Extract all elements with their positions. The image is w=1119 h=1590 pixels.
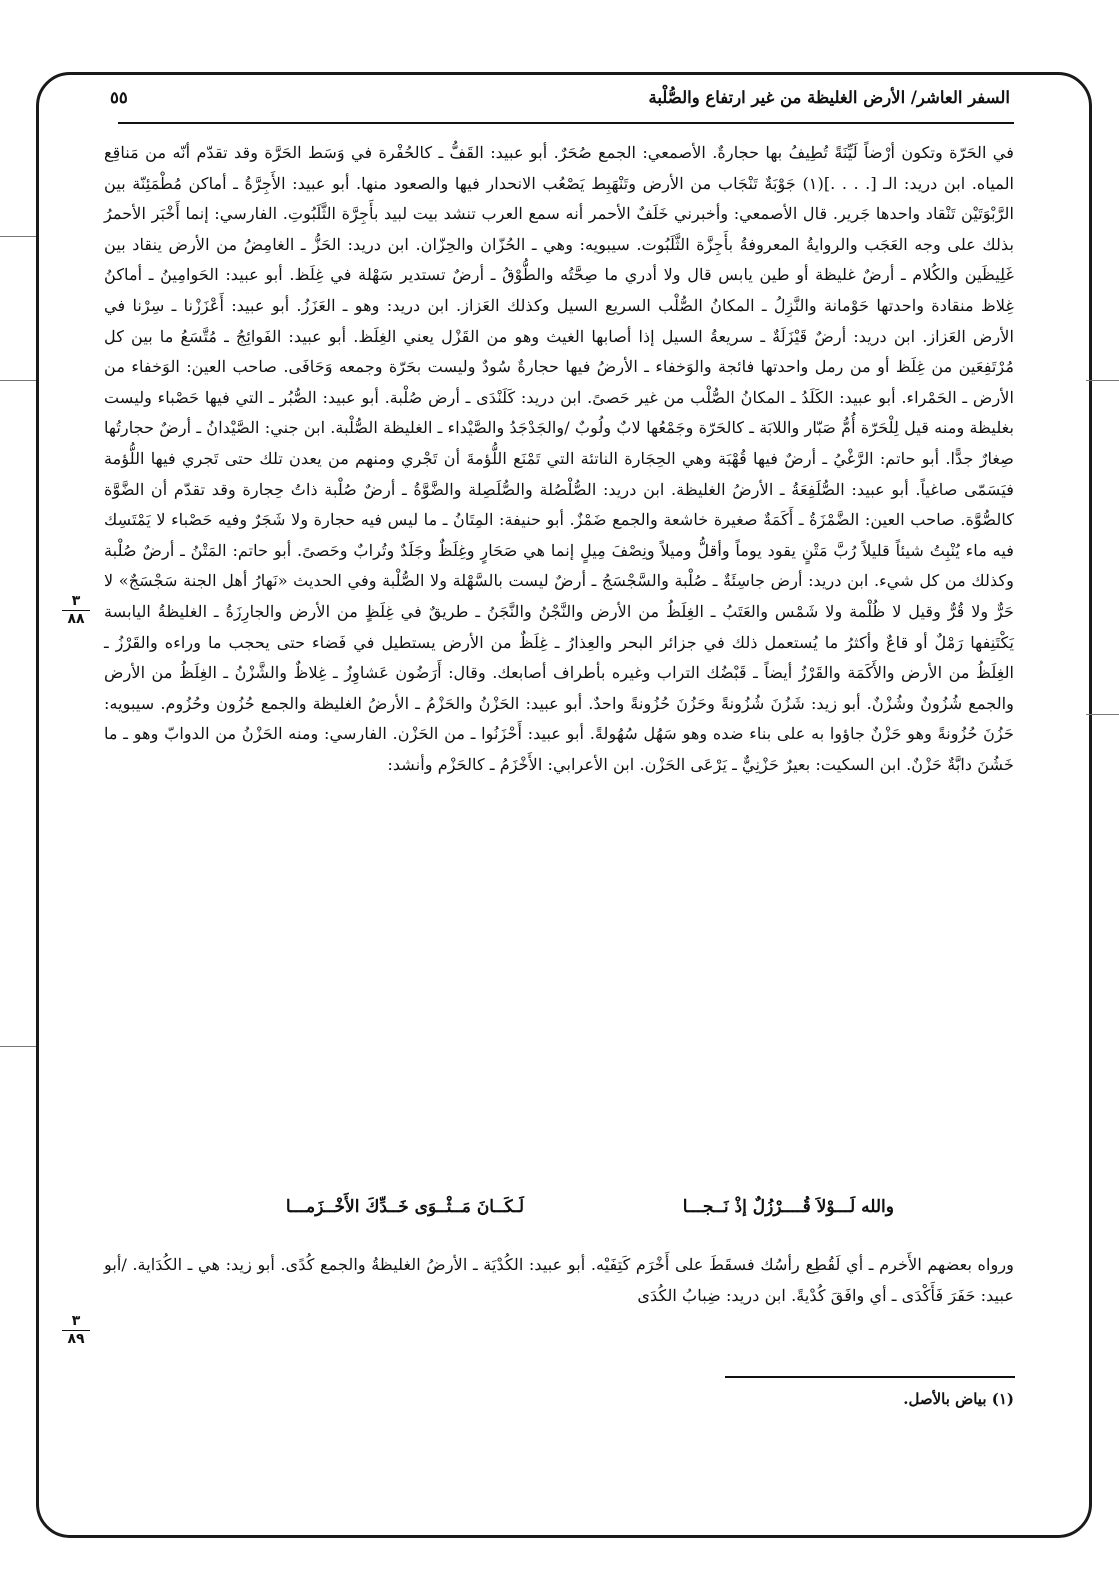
margin-tick	[0, 1046, 36, 1047]
main-text-continued	[104, 1250, 1014, 1311]
margin-ref-page: ٨٩	[67, 1331, 85, 1347]
running-header	[110, 88, 1010, 114]
footnote: (١) بياض بالأصل.	[903, 1390, 1014, 1408]
header-rule	[118, 122, 1014, 124]
page-number: ٥٥	[110, 88, 128, 107]
margin-ref-page: ٨٨	[67, 611, 85, 627]
verse-second-hemistich: لَـكَــانَ مَــثْــوَى خَــدِّكَ الأَخْــزَمـــا	[285, 1197, 524, 1217]
verse-first-hemistich: والله لَـــوْلاَ قُــــرْزُلٌ إذْ نَــجـــا	[682, 1197, 894, 1217]
margin-page-ref	[58, 1314, 94, 1347]
margin-tick	[1086, 714, 1119, 715]
footnote-rule	[725, 1376, 1015, 1378]
margin-tick	[1086, 380, 1119, 381]
margin-tick	[0, 380, 36, 381]
margin-tick	[0, 236, 36, 237]
margin-page-ref	[58, 594, 94, 627]
header-title: السفر العاشر/ الأرض الغليظة من غير ارتفاع والصُّلْبة	[648, 88, 1010, 107]
body-paragraph: في الحَرّة وتكون أرْضاً لَيِّنَةً تُطِيفُ بها حجارةٌ. الأصمعي: الجمع صُحَرٌ. أبو عبيد: القَفُّ ـ كالحُفْرة في وَسَط الحَرَّة وقد تقدّم أنّه من مَناقِع المياه. ابن دريد: الـ [. . . .](١) جَوْبَةٌ تَنْجَاب من الأرض وتَنْهَبِط يَصْعُب الانحدار فيها والصعود منها. أبو عبيد: الأَجِرَّةُ ـ أماكن مُطْمَئِنّة بين الرَّبْوَتَيْن تَنْقاد واحدها جَرير. قال الأصمعي: وأخبرني خَلَفٌ الأحمر أنه سمع العرب تنشد بيت لبيد بأَجِرَّة الثَّلَبُوتِ. الفارسي: إنما أَخْبَر الأحمرُ بذلك على وجه العَجَب والروايةُ المعروفةُ بأَجِزَّة الثَّلَبُوت. سيبويه: وهي ـ الحُزّان والحِزّان. ابن دريد: الحَزُّ ـ الغامِضُ من الأرض ينقاد بين غَلِيظَين والكُلام ـ أرضٌ غليظة أو طين يابس قال ولا أدري ما صِحَّتُه والطُّوْقُ ـ أرضٌ تستدير سَهْلة في غِلَظ. أبو عبيد: الحَوامِينُ ـ أماكنُ غِلاظ منقادة واحدتها حَوْمانة والنَّزِلُ ـ المكانُ الصُّلْب السريع السيل وكذلك العَزاز. ابن دريد: وهو ـ العَزَزُ. أبو عبيد: أَعْزَزْنا ـ سِرْنا في الأرض العَزاز. ابن دريد: أرضٌ قَيْزَلَةٌ ـ سريعةُ السيل إذا أصابها الغيث وهو من القَزْل يعني الغِلَظ. أبو عبيد: الفَوائِجُ ـ مُتَّسَعُ ما بين كل مُرْتَفِعَين من غِلَظ أو من رمل واحدتها فائجة والوَخفاء ـ الأرضُ فيها حجارةٌ سُودٌ وليست بحَرّة وجمعه وَحَافَى. صاحب العين: الوَخفاء من الأرض ـ الحَمْراء. أبو عبيد: الكَلَدُ ـ المكانُ الصُّلْب من غير حَصىً. ابن دريد: كَلَنْدَى ـ أرض صُلْبة. أبو عبيد: الصُّبُر ـ التي فيها حَصْباء وليست بغليظة ومنه قيل لِلْحَرّة أُمُّ صَبّار واللابَة ـ كالحَرّة وجَمْعُها لابٌ ولُوبٌ /والجَدْجَدُ والصَّيْداء ـ الغليظة الصُّلْبة. ابن جني: الصَّيْدانُ ـ أرضٌ حجارتُها صِغارٌ جدًّا. أبو حاتم: الرَّغْيُ ـ أرضٌ فيها قُهْبَة وهي الحِجَارة الناتئة التي تَمْنَع اللُّؤمةَ أن تَجْري ومنهم من يعدن تلك حتى تَجري فيها اللُّؤمة فيَسَمّى صاغياً. أبو عبيد: الصُّلَفِعَةُ ـ الأرضُ الغليظة. ابن دريد: الصُّلْصُلة والصُّلَصِلة والضَّوَّةُ ـ أرضٌ صُلْبة ذاتُ حِجارة وقد تقدّم أن الضَّوَّة كالصُّوَّة. صاحب العين: الضَّمْزَةُ ـ أَكَمَةٌ صغيرة خاشعة والجمع ضَمْزٌ. أبو حنيفة: المِتَانُ ـ ما ليس فيه حجارة ولا شَجَرٌ وفيه حَصْباء لا يَمْتَسِك فيه ماء يُنْبِتُ شيئاً قليلاً رُبَّ مَتْنٍ يقود يوماً وأقلُّ وميلاً ونِصْفَ مِيلٍ إنما هي صَحَارٍ وغِلَظٌ وجَلَدٌ وتُرابٌ وحَصىً. أبو حاتم: المَتْنُ ـ أرضٌ صُلْبة وكذلك من كل شيء. ابن دريد: أرض جاسِئَةٌ ـ صُلْبة والسَّجْسَجُ ـ أرضٌ ليست بالسَّهْلة ولا الصُّلْبة وفي الحديث «نَهارُ أهل الجنة سَجْسَجٌ» لا حَرٌّ ولا قُرٌّ وقيل لا ظُلْمة ولا شَمْس والعَتَبُ ـ الغِلَظُ من الأرض والنَّجْنُ والنَّجَنُ ـ طريقٌ في غِلَظٍ من الأرض والجارِزَةُ ـ الغليظةُ اليابسة يَكْتَنِفها رَمْلٌ أو قاعٌ وأكثرُ ما يُستعمل ذلك في جزائر البحر والعِذارُ ـ غِلَظٌ من الأرض يستطيل في فَضاء حتى يحجب ما وراءه والقَرْزُ ـ الغِلَظُ من الأرض والأَكَمَة والقَرْزُ أيضاً ـ قَبْضُك التراب وغيره بأطراف أصابعك. وقال: أَرَضُون عَشاوِزُ ـ غِلاظٌ والشَّزْنُ ـ الغِلَظُ من الأرض والجمع شُزُونٌ وشُزْنٌ. أبو زيد: شَزُنَ شُزُونةً وحَزُنَ حُزُونةً واحدٌ. أبو عبيد: الحَزْنُ والحَزْمُ ـ الأرضُ الغليظة والجمع حُزُون وحُزُوم. سيبويه: حَزُنَ حُزُونةً وهو حَزْنٌ جاؤوا به على بناء ضده وهو سَهُل سُهُولةً. أبو عبيد: أَحْزَنُوا ـ من الحَزْن. الفارسي: ومنه الحَزْنُ من الدوابّ وهو ـ ما خَشُنَ دابَّةٌ حَزْنٌ. ابن السكيت: بعيرٌ حَزْنِيٌّ ـ يَرْعَى الحَزْن. ابن الأعرابي: الأَخْزَمُ ـ كالحَزْم وأنشد:	[104, 143, 1014, 774]
poetry-verse	[104, 1197, 1014, 1231]
main-text	[104, 138, 1014, 780]
margin-ref-volume: ٣	[71, 1313, 81, 1329]
body-paragraph: ورواه بعضهم الأَخرم ـ أي لَقُطِع رأسُك فسقَطَ على أَخْرَم كَتِفَيْه. أبو عبيد: الكُدْيَة ـ الأرضُ الغليظةُ والجمع كُدًى. أبو زيد: هي ـ الكُدَاية. /أبو عبيد: حَفَرَ فَأَكْدَى ـ أي وافَقَ كُدْيةً. ابن دريد: ضِبابُ الكُدَى	[104, 1255, 1014, 1305]
margin-ref-volume: ٣	[71, 593, 81, 609]
